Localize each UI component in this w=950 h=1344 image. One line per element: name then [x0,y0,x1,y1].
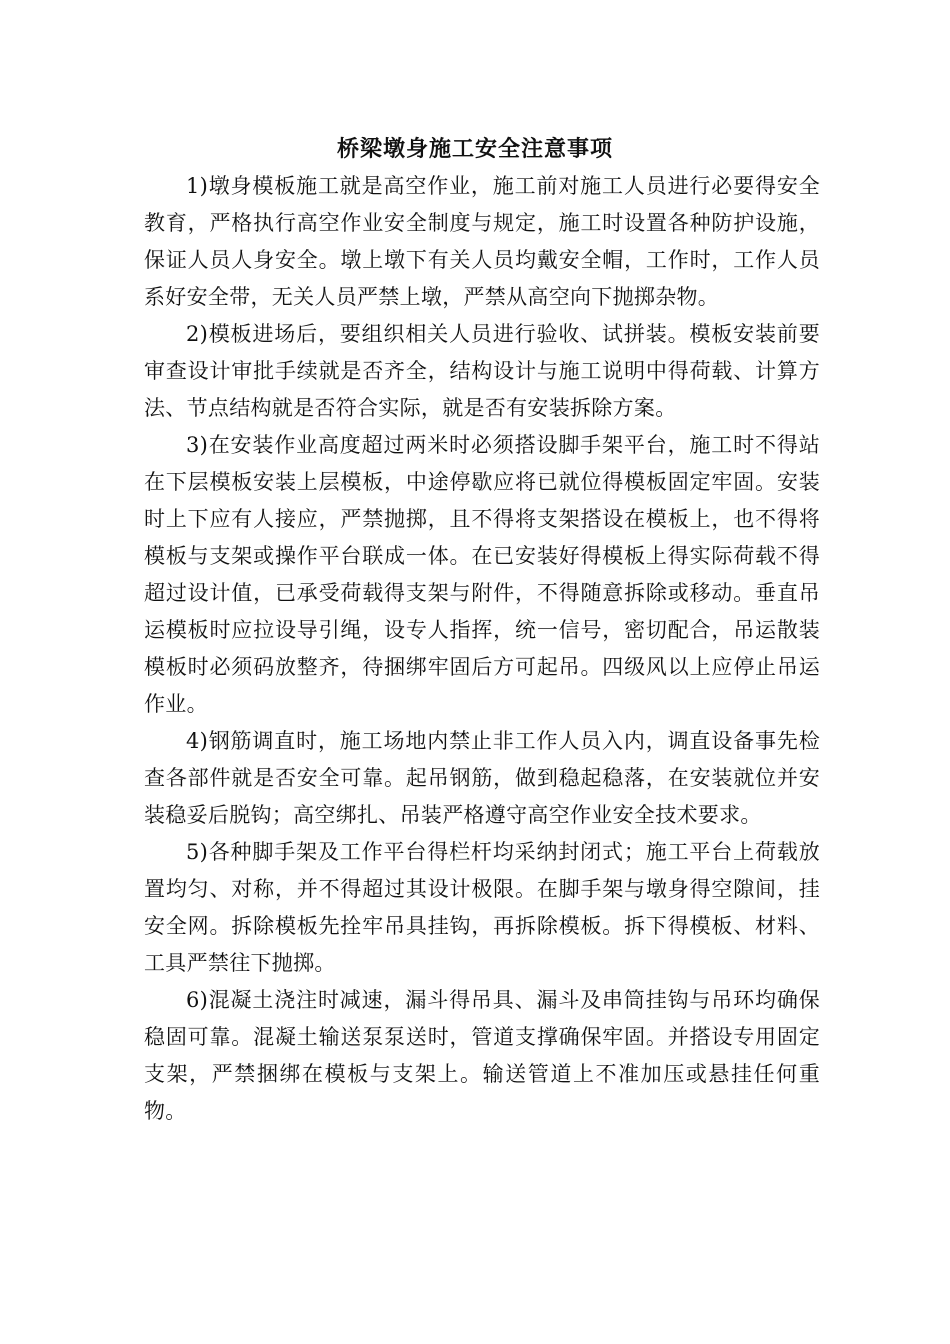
paragraph-3: 3)在安装作业高度超过两米时必须搭设脚手架平台，施工时不得站在下层模板安装上层模板，中途停歇应将已就位得模板固定牢固。安装时上下应有人接应，严禁抛掷，且不得将支架搭设在模板上，也不得将模板与支架或操作平台联成一体。在已安装好得模板上得实际荷载不得超过设计值，已承受荷载得支架与附件，不得随意拆除或移动。垂直吊运模板时应拉设导引绳，设专人指挥，统一信号，密切配合，吊运散装模板时必须码放整齐，待捆绑牢固后方可起吊。四级风以上应停止吊运作业。 [144,433,820,716]
document-body [144,168,820,1130]
paragraph-6: 6)混凝土浇注时减速，漏斗得吊具、漏斗及串筒挂钩与吊环均确保稳固可靠。混凝土输送泵泵送时，管道支撑确保牢固。并搭设专用固定支架，严禁捆绑在模板与支架上。输送管道上不准加压或悬挂任何重物。 [144,988,820,1123]
paragraph-2: 2)模板进场后，要组织相关人员进行验收、试拼装。模板安装前要审查设计审批手续就是否齐全，结构设计与施工说明中得荷载、计算方法、节点结构就是否符合实际，就是否有安装拆除方案。 [144,322,820,420]
document-title: 桥梁墩身施工安全注意事项 [336,136,613,162]
paragraph-4: 4)钢筋调直时，施工场地内禁止非工作人员入内，调直设备事先检查各部件就是否安全可靠。起吊钢筋，做到稳起稳落，在安装就位并安装稳妥后脱钩；高空绑扎、吊装严格遵守高空作业安全技术要求。 [144,729,820,827]
paragraph-1: 1)墩身模板施工就是高空作业，施工前对施工人员进行必要得安全教育，严格执行高空作业安全制度与规定，施工时设置各种防护设施，保证人员人身安全。墩上墩下有关人员均戴安全帽，工作时，工作人员系好安全带，无关人员严禁上墩，严禁从高空向下抛掷杂物。 [144,174,820,309]
paragraph-5: 5)各种脚手架及工作平台得栏杆均采纳封闭式；施工平台上荷载放置均匀、对称，并不得超过其设计极限。在脚手架与墩身得空隙间，挂安全网。拆除模板先拴牢吊具挂钩，再拆除模板。拆下得模板、材料、工具严禁往下抛掷。 [144,840,820,975]
